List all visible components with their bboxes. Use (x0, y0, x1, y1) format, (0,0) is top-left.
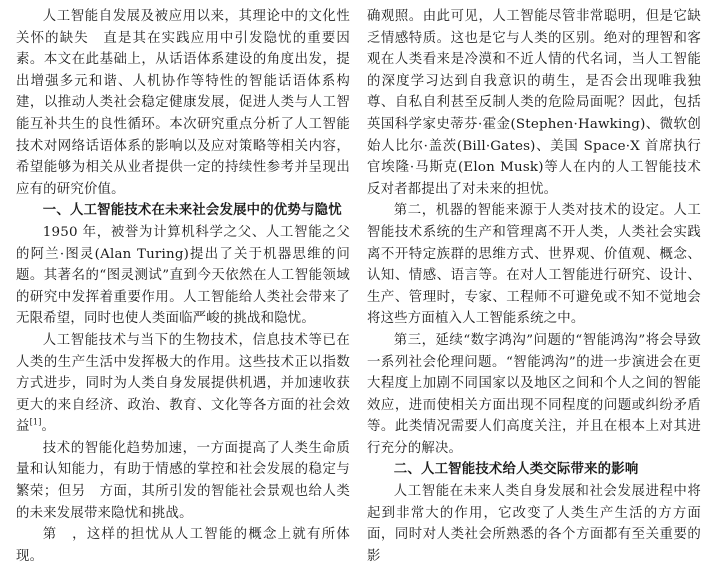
paragraph-third-concern: 第三，延续“数字鸿沟”问题的“智能鸿沟”将会导致一系列社会伦理问题。“智能鸿沟”的进一步演进会在更大程度上加剧不同国家以及地区之间和个人之间的智能效应，进而使相关方面出现不同程度的问题或纠纷矛盾等。此类情况需要人们高度关注，并且在根本上对其进行充分的解决。 (367, 332, 701, 456)
paragraph-communication: 人工智能在未来人类自身发展和社会发展进程中将起到非常大的作用，它改变了人类生产生活的方方面面，同时对人类社会所熟悉的各个方面都有至关重要的影 (367, 484, 701, 564)
citation-reference: [1] (29, 417, 42, 427)
paragraph-intro: 人工智能自发展及被应用以来，其理论中的文化性关怀的缺失 直是其在实践应用中引发隐忧的重要因素。本文在此基础上，从话语体系建设的角度出发，提出增强多元和谐、人机协作等特性的智能话语体系构建，以推动人类社会稳定健康发展，促进人类与人工智能互补共生的良性循环。本次研究重点分析了人工智能技术对网络话语体系的影响以及应对策略等相关内容，希望能够为相关从业者提供一定的持续性参考并呈现出应有的研究价值。 (16, 9, 350, 197)
right-column (367, 6, 701, 564)
paragraph-turing: 1950 年，被誉为计算机科学之父、人工智能之父的阿兰·图灵(Alan Turing)提出了关于机器思维的问题。其著名的“图灵测试”直到今天依然在人工智能领域的研究中发挥着重要作用。人工智能给人类社会带来了无限希望，同时也使人类面临严峻的挑战和隐忧。 (16, 224, 350, 327)
paragraph-continuation: 确观照。由此可见，人工智能尽管非常聪明，但是它缺乏情感特质。这也是它与人类的区别。绝对的理智和客观在人类看来是冷漠和不近人情的代名词，当人工智能的深度学习达到自我意识的萌生，是否会出现唯我独尊、自私自利甚至反制人类的危险局面呢？因此，包括英国科学家史蒂芬·霍金(Stephen·Hawking)、微软创始人比尔·盖茨(Bill·Gates)、美国 Space·X 首席执行官埃隆·马斯克(Elon Musk)等人在内的人工智能技术反对者都提出了对未来的担忧。 (367, 9, 701, 197)
paragraph-second-concern: 第二，机器的智能来源于人类对技术的设定。人工智能技术系统的生产和管理离不开人类，人类社会实践离不开特定族群的思维方式、世界观、价值观、概念、认知、情感、语言等。在对人工智能进行研究、设计、生产、管理时，专家、工程师不可避免或不知不觉地会将这些方面植入人工智能系统之中。 (367, 203, 701, 327)
left-column (16, 6, 350, 564)
paragraph-technology-text: 人工智能技术与当下的生物技术，信息技术等已在人类的生产生活中发挥极大的作用。这些技术正以指数方式进步，同时为人类自身发展提供机遇，并加速收获更大的来自经济、政治、教育、文化等各方面的社会效益 (16, 332, 350, 435)
paragraph-technology (16, 330, 350, 438)
paragraph-first-concern: 第 ，这样的担忧从人工智能的概念上就有所体现。 (16, 527, 350, 564)
paragraph-technology-end: 。 (41, 419, 56, 435)
paragraph-trend: 技术的智能化趋势加速，一方面提高了人类生命质量和认知能力，有助于情感的掌控和社会发展的稳定与繁荣；但另 方面，其所引发的智能社会景观也给人类的未来发展带来隐忧和挑战。 (16, 440, 350, 521)
section-heading-2: 二、人工智能技术给人类交际带来的影响 (393, 462, 639, 478)
section-heading-1: 一、人工智能技术在未来社会发展中的优势与隐忧 (42, 203, 342, 219)
